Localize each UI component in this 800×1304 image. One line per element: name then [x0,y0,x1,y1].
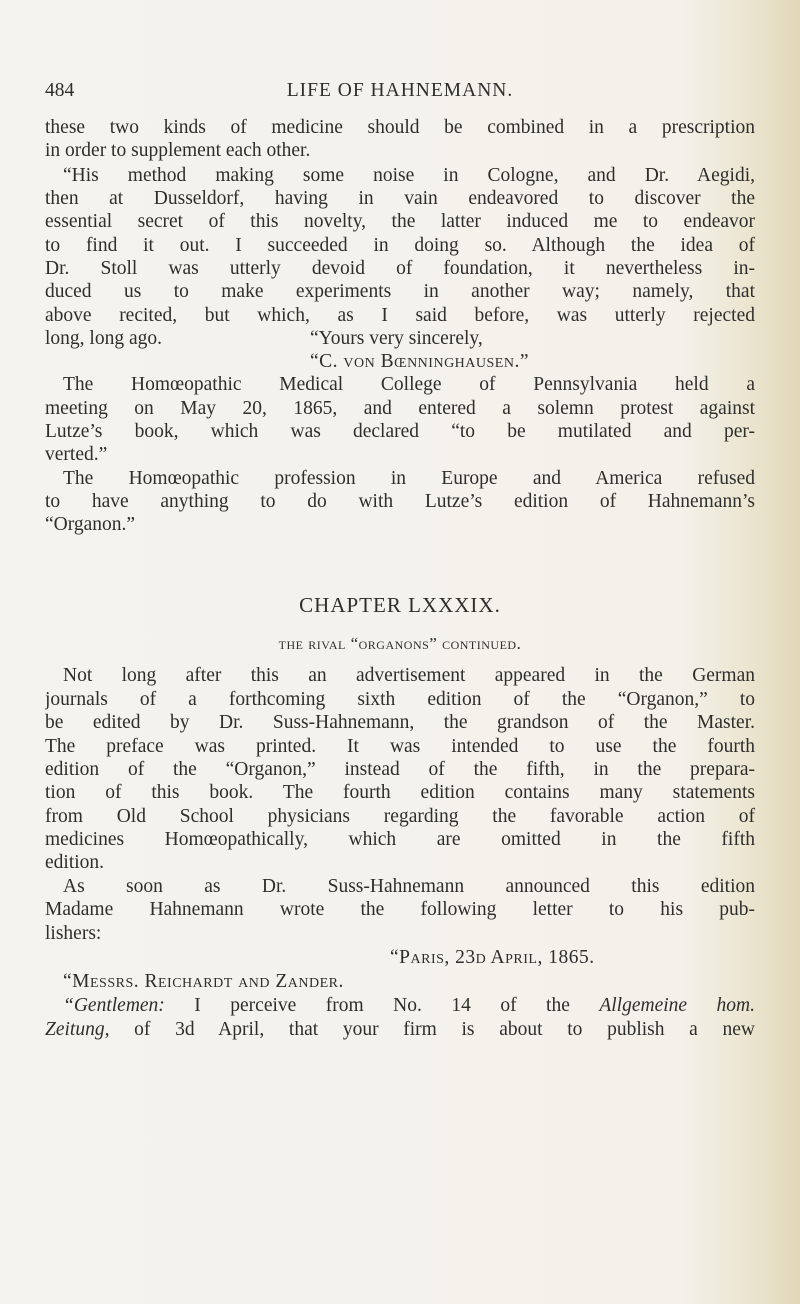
text-line: medicines Homœopathically, which are omitted in the fifth [45,829,755,850]
text-line: lishers: [45,923,102,944]
text-line: then at Dusseldorf, having in vain endeavored to discover the [45,188,755,209]
text-line: from Old School physicians regarding the favorable action of [45,806,755,827]
text-line: meeting on May 20, 1865, and entered a solemn protest against [45,398,755,419]
text-line: these two kinds of medicine should be combined in a prescription [45,117,755,138]
text-line: to have anything to do with Lutze’s edition of Hahnemann’s [45,491,755,512]
letter-signature: “C. von Bœnninghausen.” [310,351,529,372]
text-line: to find it out. I succeeded in doing so. Although the idea of [45,235,755,256]
chapter-title: CHAPTER LXXXIX. [299,593,501,617]
journal-title: Zeitung, [45,1019,110,1040]
text-line: As soon as Dr. Suss-Hahnemann announced this edition [63,876,755,897]
text-line: Not long after this an advertisement appeared in the German [63,665,755,686]
text-line: in order to supplement each other. [45,140,311,161]
text-line: Lutze’s book, which was declared “to be mutilated and per- [45,421,755,442]
salutation: “Gentlemen: [63,995,165,1016]
text-line: edition of the “Organon,” instead of the fifth, in the prepara- [45,759,755,780]
chapter-subtitle: the rival “organons” continued. [278,634,522,653]
text-line [45,1019,755,1041]
text-line: duced us to make experiments in another way; namely, that [45,281,755,302]
text-line: The Homœopathic Medical College of Pennsylvania held a [63,374,755,395]
text-line: essential secret of this novelty, the latter induced me to endeavor [45,211,755,232]
text-line: “Organon.” [45,514,136,535]
text-line: journals of a forthcoming sixth edition of the “Organon,” to [45,689,755,710]
letter-dateline: “Paris, 23d April, 1865. [390,947,595,968]
text-line: be edited by Dr. Suss-Hahnemann, the grandson of the Master. [45,712,755,733]
page-number: 484 [45,80,75,101]
journal-title: Allgemeine hom. [599,995,755,1016]
text-line: The Homœopathic profession in Europe and America refused [63,468,755,489]
letter-addressee: “Messrs. Reichardt and Zander. [63,971,344,992]
text-segment: I perceive from No. 14 of the [164,995,600,1016]
text-line [63,995,755,1017]
text-line: The preface was printed. It was intended to use the fourth [45,736,755,757]
text-line: tion of this book. The fourth edition contains many statements [45,782,755,803]
text-line: long, long ago. [45,328,162,349]
text-line: verted.” [45,444,108,465]
text-line: Madame Hahnemann wrote the following letter to his pub- [45,899,755,920]
text-line: edition. [45,852,105,873]
running-title: LIFE OF HAHNEMANN. [286,80,514,101]
text-line: Dr. Stoll was utterly devoid of foundation, it nevertheless in- [45,258,755,279]
text-line: above recited, but which, as I said before, was utterly rejected [45,305,755,326]
letter-closing: “Yours very sincerely, [310,328,483,349]
text-line: “His method making some noise in Cologne, and Dr. Aegidi, [63,165,755,186]
text-segment: of 3d April, that your firm is about to publish a new [109,1019,755,1040]
